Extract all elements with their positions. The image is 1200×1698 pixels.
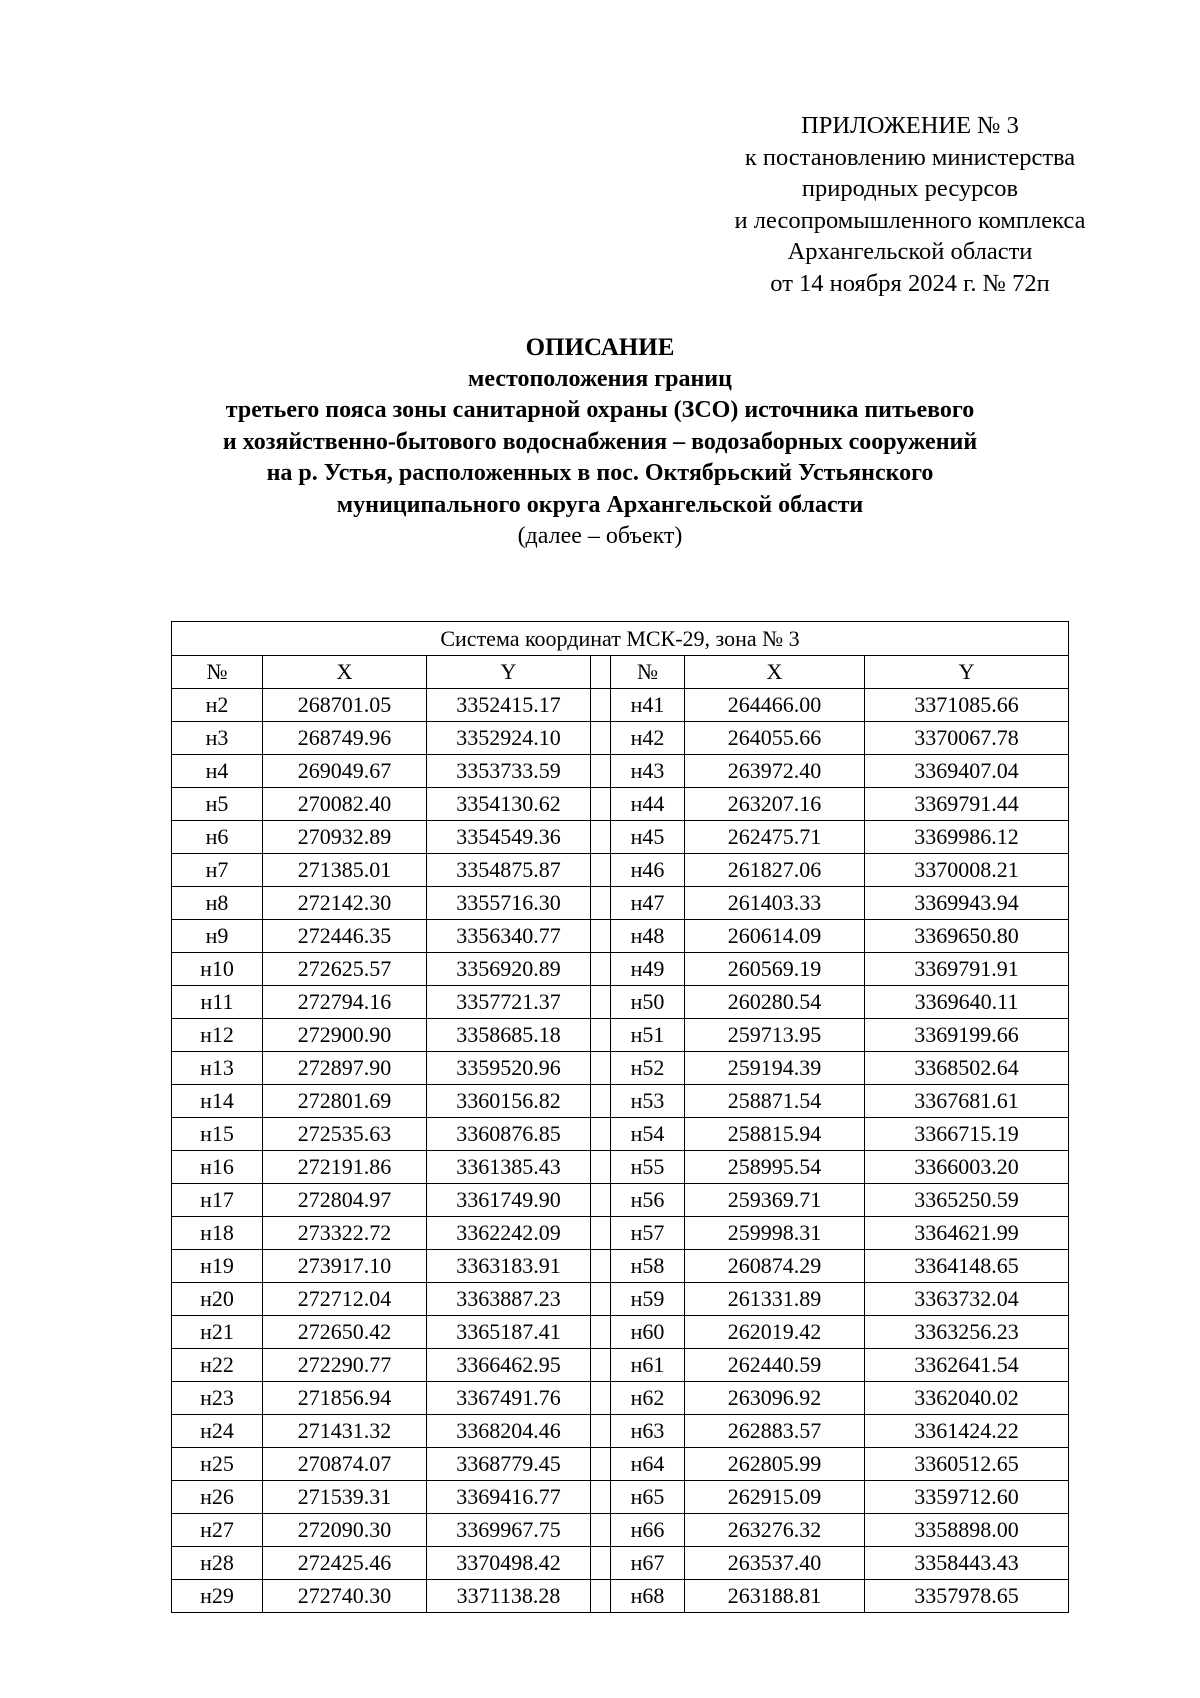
point-number: н51 <box>611 1019 685 1052</box>
point-number: н60 <box>611 1316 685 1349</box>
gap-cell <box>591 854 611 887</box>
point-number: н11 <box>172 986 263 1019</box>
x-value: 271856.94 <box>263 1382 427 1415</box>
y-value: 3367681.61 <box>865 1085 1069 1118</box>
gap-cell <box>591 722 611 755</box>
x-value: 262915.09 <box>685 1481 865 1514</box>
y-value: 3358898.00 <box>865 1514 1069 1547</box>
y-value: 3369650.80 <box>865 920 1069 953</box>
x-value: 269049.67 <box>263 755 427 788</box>
x-value: 272535.63 <box>263 1118 427 1151</box>
table-row <box>172 1283 1069 1316</box>
x-value: 262475.71 <box>685 821 865 854</box>
x-value: 258871.54 <box>685 1085 865 1118</box>
x-value: 272191.86 <box>263 1151 427 1184</box>
appendix-line: к постановлению министерства <box>744 143 1076 171</box>
point-number: н14 <box>172 1085 263 1118</box>
x-value: 263276.32 <box>685 1514 865 1547</box>
x-value: 262440.59 <box>685 1349 865 1382</box>
x-value: 259998.31 <box>685 1217 865 1250</box>
title-line: местоположения границ <box>468 365 732 392</box>
title-heading: ОПИСАНИЕ <box>525 334 675 361</box>
gap-cell <box>591 1448 611 1481</box>
gap-cell <box>591 1580 611 1613</box>
x-value: 271431.32 <box>263 1415 427 1448</box>
table-caption-row <box>172 622 1069 656</box>
point-number: н55 <box>611 1151 685 1184</box>
header-cell: № <box>611 656 685 689</box>
table-row <box>172 986 1069 1019</box>
table-row <box>172 1184 1069 1217</box>
document-title <box>100 332 1100 553</box>
y-value: 3369791.44 <box>865 788 1069 821</box>
title-line: муниципального округа Архангельской области <box>336 491 864 518</box>
point-number: н23 <box>172 1382 263 1415</box>
table-row <box>172 887 1069 920</box>
point-number: н48 <box>611 920 685 953</box>
y-value: 3365250.59 <box>865 1184 1069 1217</box>
gap-cell <box>591 1481 611 1514</box>
table-row <box>172 1382 1069 1415</box>
gap-cell <box>591 1019 611 1052</box>
title-line: на р. Устья, расположенных в пос. Октябрьский Устьянского <box>266 460 934 486</box>
y-value: 3363887.23 <box>427 1283 591 1316</box>
y-value: 3361749.90 <box>427 1184 591 1217</box>
x-value: 262019.42 <box>685 1316 865 1349</box>
point-number: н50 <box>611 986 685 1019</box>
table-row <box>172 953 1069 986</box>
gap-cell <box>591 689 611 722</box>
table-caption: Система координат МСК-29, зона № 3 <box>172 622 1069 656</box>
table-row <box>172 1448 1069 1481</box>
point-number: н44 <box>611 788 685 821</box>
table-row <box>172 920 1069 953</box>
point-number: н20 <box>172 1283 263 1316</box>
header-cell: X <box>685 656 865 689</box>
x-value: 273917.10 <box>263 1250 427 1283</box>
x-value: 258995.54 <box>685 1151 865 1184</box>
y-value: 3354130.62 <box>427 788 591 821</box>
point-number: н9 <box>172 920 263 953</box>
point-number: н10 <box>172 953 263 986</box>
table-row <box>172 722 1069 755</box>
gap-cell <box>591 755 611 788</box>
point-number: н45 <box>611 821 685 854</box>
y-value: 3356340.77 <box>427 920 591 953</box>
y-value: 3369967.75 <box>427 1514 591 1547</box>
gap-cell <box>591 1250 611 1283</box>
point-number: н53 <box>611 1085 685 1118</box>
gap-cell <box>591 1085 611 1118</box>
gap-cell <box>591 1316 611 1349</box>
title-line: третьего пояса зоны санитарной охраны (ЗСО) источника питьевого <box>225 397 975 423</box>
y-value: 3369986.12 <box>865 821 1069 854</box>
x-value: 272740.30 <box>263 1580 427 1613</box>
y-value: 3367491.76 <box>427 1382 591 1415</box>
header-cell <box>591 656 611 689</box>
y-value: 3354875.87 <box>427 854 591 887</box>
y-value: 3354549.36 <box>427 821 591 854</box>
table-row <box>172 1052 1069 1085</box>
table-row <box>172 1151 1069 1184</box>
point-number: н28 <box>172 1547 263 1580</box>
y-value: 3368502.64 <box>865 1052 1069 1085</box>
y-value: 3368779.45 <box>427 1448 591 1481</box>
y-value: 3370008.21 <box>865 854 1069 887</box>
y-value: 3364621.99 <box>865 1217 1069 1250</box>
table-row <box>172 854 1069 887</box>
x-value: 272290.77 <box>263 1349 427 1382</box>
y-value: 3363183.91 <box>427 1250 591 1283</box>
y-value: 3366003.20 <box>865 1151 1069 1184</box>
gap-cell <box>591 1118 611 1151</box>
table-row <box>172 1019 1069 1052</box>
x-value: 270082.40 <box>263 788 427 821</box>
point-number: н58 <box>611 1250 685 1283</box>
point-number: н62 <box>611 1382 685 1415</box>
y-value: 3360876.85 <box>427 1118 591 1151</box>
y-value: 3352924.10 <box>427 722 591 755</box>
appendix-line: природных ресурсов <box>801 175 1019 202</box>
table-row <box>172 1217 1069 1250</box>
title-line: и хозяйственно-бытового водоснабжения – водозаборных сооружений <box>222 428 978 455</box>
y-value: 3370498.42 <box>427 1547 591 1580</box>
y-value: 3366462.95 <box>427 1349 591 1382</box>
point-number: н16 <box>172 1151 263 1184</box>
x-value: 262805.99 <box>685 1448 865 1481</box>
y-value: 3365187.41 <box>427 1316 591 1349</box>
point-number: н47 <box>611 887 685 920</box>
point-number: н54 <box>611 1118 685 1151</box>
point-number: н64 <box>611 1448 685 1481</box>
point-number: н4 <box>172 755 263 788</box>
header-cell: № <box>172 656 263 689</box>
y-value: 3369199.66 <box>865 1019 1069 1052</box>
x-value: 272142.30 <box>263 887 427 920</box>
point-number: н27 <box>172 1514 263 1547</box>
point-number: н59 <box>611 1283 685 1316</box>
point-number: н43 <box>611 755 685 788</box>
x-value: 271385.01 <box>263 854 427 887</box>
x-value: 259713.95 <box>685 1019 865 1052</box>
x-value: 273322.72 <box>263 1217 427 1250</box>
point-number: н17 <box>172 1184 263 1217</box>
y-value: 3355716.30 <box>427 887 591 920</box>
header-cell: X <box>263 656 427 689</box>
table-row <box>172 689 1069 722</box>
table-header-row <box>172 656 1069 689</box>
point-number: н5 <box>172 788 263 821</box>
point-number: н46 <box>611 854 685 887</box>
gap-cell <box>591 788 611 821</box>
x-value: 272625.57 <box>263 953 427 986</box>
x-value: 272446.35 <box>263 920 427 953</box>
x-value: 268701.05 <box>263 689 427 722</box>
x-value: 272090.30 <box>263 1514 427 1547</box>
y-value: 3362040.02 <box>865 1382 1069 1415</box>
y-value: 3360512.65 <box>865 1448 1069 1481</box>
x-value: 259369.71 <box>685 1184 865 1217</box>
gap-cell <box>591 953 611 986</box>
appendix-header <box>640 110 1180 299</box>
y-value: 3369791.91 <box>865 953 1069 986</box>
table-row <box>172 1085 1069 1118</box>
table-row <box>172 788 1069 821</box>
y-value: 3371138.28 <box>427 1580 591 1613</box>
point-number: н63 <box>611 1415 685 1448</box>
y-value: 3369943.94 <box>865 887 1069 920</box>
y-value: 3364148.65 <box>865 1250 1069 1283</box>
point-number: н22 <box>172 1349 263 1382</box>
x-value: 264055.66 <box>685 722 865 755</box>
point-number: н42 <box>611 722 685 755</box>
y-value: 3369640.11 <box>865 986 1069 1019</box>
point-number: н8 <box>172 887 263 920</box>
coordinates-table <box>171 621 1069 1613</box>
header-cell: Y <box>427 656 591 689</box>
point-number: н41 <box>611 689 685 722</box>
table-row <box>172 1250 1069 1283</box>
y-value: 3369407.04 <box>865 755 1069 788</box>
x-value: 261403.33 <box>685 887 865 920</box>
point-number: н21 <box>172 1316 263 1349</box>
table-row <box>172 1514 1069 1547</box>
point-number: н52 <box>611 1052 685 1085</box>
gap-cell <box>591 986 611 1019</box>
point-number: н67 <box>611 1547 685 1580</box>
y-value: 3356920.89 <box>427 953 591 986</box>
point-number: н57 <box>611 1217 685 1250</box>
x-value: 262883.57 <box>685 1415 865 1448</box>
y-value: 3357978.65 <box>865 1580 1069 1613</box>
x-value: 271539.31 <box>263 1481 427 1514</box>
x-value: 263537.40 <box>685 1547 865 1580</box>
y-value: 3369416.77 <box>427 1481 591 1514</box>
table-row <box>172 821 1069 854</box>
x-value: 263096.92 <box>685 1382 865 1415</box>
gap-cell <box>591 1052 611 1085</box>
appendix-line: от 14 ноября 2024 г. № 72п <box>770 269 1050 297</box>
gap-cell <box>591 1514 611 1547</box>
point-number: н15 <box>172 1118 263 1151</box>
point-number: н2 <box>172 689 263 722</box>
x-value: 270932.89 <box>263 821 427 854</box>
x-value: 272425.46 <box>263 1547 427 1580</box>
y-value: 3358443.43 <box>865 1547 1069 1580</box>
x-value: 263188.81 <box>685 1580 865 1613</box>
table-row <box>172 1415 1069 1448</box>
x-value: 270874.07 <box>263 1448 427 1481</box>
y-value: 3370067.78 <box>865 722 1069 755</box>
x-value: 260569.19 <box>685 953 865 986</box>
y-value: 3371085.66 <box>865 689 1069 722</box>
appendix-line: и лесопромышленного комплекса <box>734 206 1086 234</box>
table-row <box>172 1349 1069 1382</box>
y-value: 3361424.22 <box>865 1415 1069 1448</box>
point-number: н66 <box>611 1514 685 1547</box>
y-value: 3362641.54 <box>865 1349 1069 1382</box>
y-value: 3360156.82 <box>427 1085 591 1118</box>
point-number: н12 <box>172 1019 263 1052</box>
gap-cell <box>591 1217 611 1250</box>
table-row <box>172 1316 1069 1349</box>
gap-cell <box>591 1415 611 1448</box>
point-number: н65 <box>611 1481 685 1514</box>
y-value: 3363732.04 <box>865 1283 1069 1316</box>
x-value: 264466.00 <box>685 689 865 722</box>
appendix-line: Архангельской области <box>787 238 1033 265</box>
point-number: н56 <box>611 1184 685 1217</box>
gap-cell <box>591 1151 611 1184</box>
table-row <box>172 755 1069 788</box>
point-number: н3 <box>172 722 263 755</box>
title-suffix: (далее – объект) <box>517 523 683 549</box>
y-value: 3358685.18 <box>427 1019 591 1052</box>
x-value: 272650.42 <box>263 1316 427 1349</box>
y-value: 3359520.96 <box>427 1052 591 1085</box>
x-value: 261331.89 <box>685 1283 865 1316</box>
gap-cell <box>591 920 611 953</box>
point-number: н25 <box>172 1448 263 1481</box>
x-value: 268749.96 <box>263 722 427 755</box>
point-number: н18 <box>172 1217 263 1250</box>
y-value: 3359712.60 <box>865 1481 1069 1514</box>
table-row <box>172 1547 1069 1580</box>
point-number: н6 <box>172 821 263 854</box>
y-value: 3368204.46 <box>427 1415 591 1448</box>
gap-cell <box>591 1547 611 1580</box>
x-value: 272794.16 <box>263 986 427 1019</box>
x-value: 263207.16 <box>685 788 865 821</box>
point-number: н19 <box>172 1250 263 1283</box>
point-number: н29 <box>172 1580 263 1613</box>
table-row <box>172 1580 1069 1613</box>
table-row <box>172 1118 1069 1151</box>
y-value: 3366715.19 <box>865 1118 1069 1151</box>
x-value: 258815.94 <box>685 1118 865 1151</box>
x-value: 260280.54 <box>685 986 865 1019</box>
point-number: н13 <box>172 1052 263 1085</box>
x-value: 272900.90 <box>263 1019 427 1052</box>
gap-cell <box>591 1382 611 1415</box>
x-value: 272804.97 <box>263 1184 427 1217</box>
point-number: н68 <box>611 1580 685 1613</box>
appendix-line: ПРИЛОЖЕНИЕ № 3 <box>801 112 1019 139</box>
x-value: 272801.69 <box>263 1085 427 1118</box>
x-value: 272712.04 <box>263 1283 427 1316</box>
y-value: 3363256.23 <box>865 1316 1069 1349</box>
y-value: 3353733.59 <box>427 755 591 788</box>
x-value: 260614.09 <box>685 920 865 953</box>
x-value: 272897.90 <box>263 1052 427 1085</box>
gap-cell <box>591 1184 611 1217</box>
point-number: н49 <box>611 953 685 986</box>
gap-cell <box>591 821 611 854</box>
point-number: н61 <box>611 1349 685 1382</box>
table-row <box>172 1481 1069 1514</box>
header-cell: Y <box>865 656 1069 689</box>
x-value: 260874.29 <box>685 1250 865 1283</box>
y-value: 3361385.43 <box>427 1151 591 1184</box>
x-value: 263972.40 <box>685 755 865 788</box>
y-value: 3362242.09 <box>427 1217 591 1250</box>
y-value: 3352415.17 <box>427 689 591 722</box>
x-value: 259194.39 <box>685 1052 865 1085</box>
y-value: 3357721.37 <box>427 986 591 1019</box>
point-number: н24 <box>172 1415 263 1448</box>
gap-cell <box>591 887 611 920</box>
gap-cell <box>591 1283 611 1316</box>
x-value: 261827.06 <box>685 854 865 887</box>
point-number: н7 <box>172 854 263 887</box>
gap-cell <box>591 1349 611 1382</box>
point-number: н26 <box>172 1481 263 1514</box>
